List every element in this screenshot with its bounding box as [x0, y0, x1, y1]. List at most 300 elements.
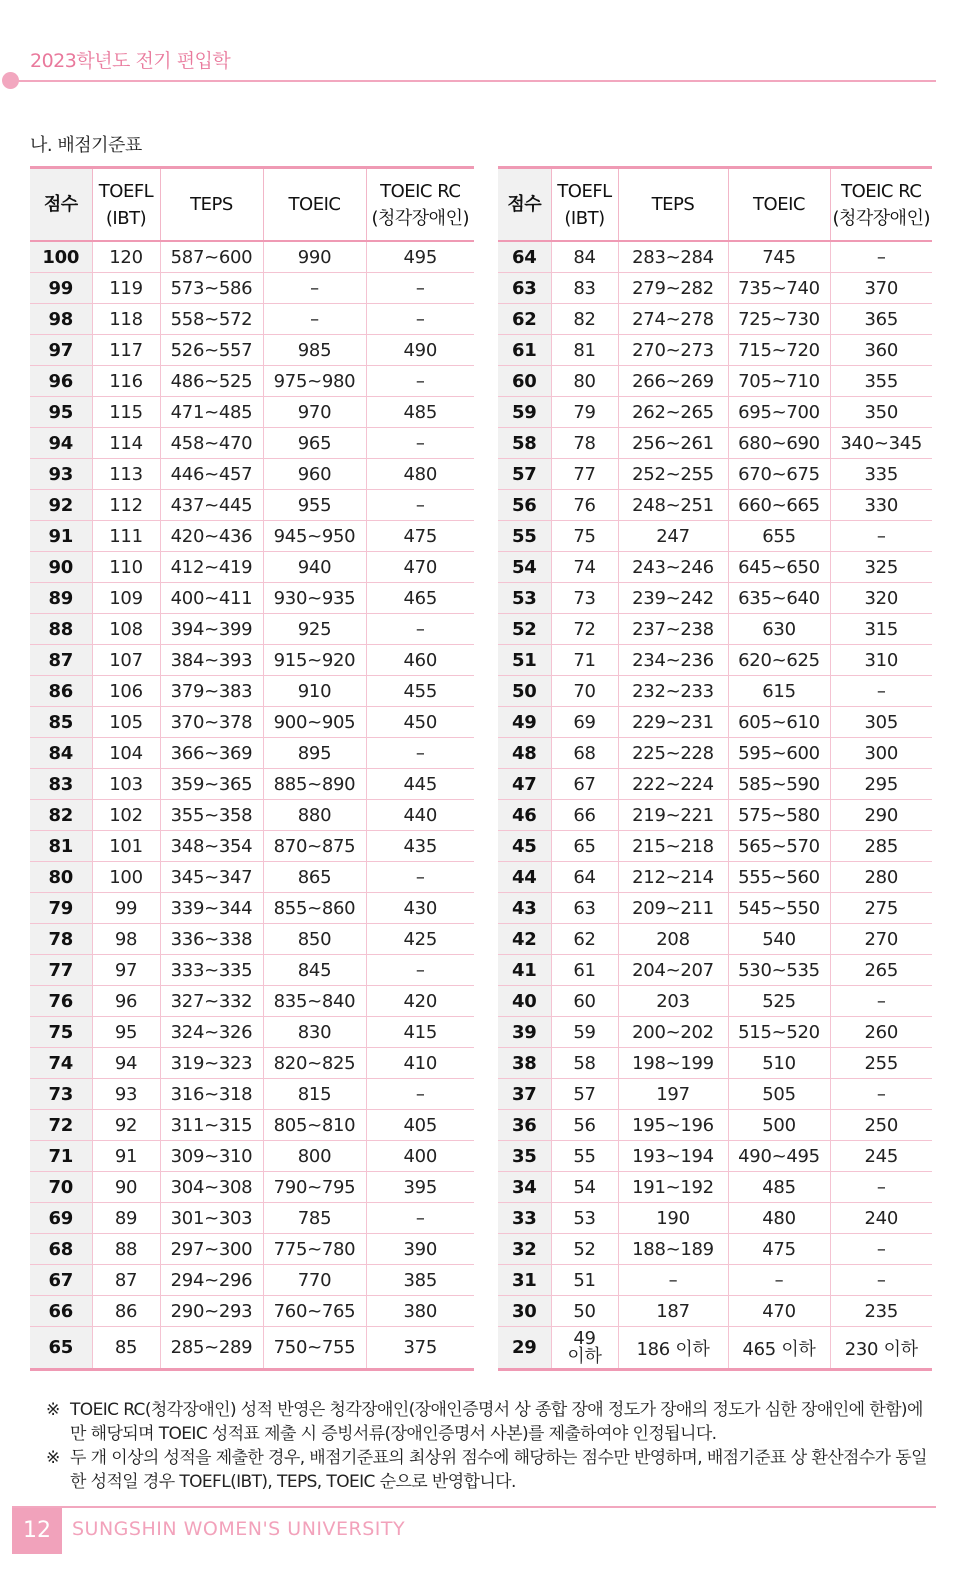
toeic-rc-cell: 495	[366, 241, 474, 273]
toeic-rc-cell: 460	[366, 645, 474, 676]
score-cell: 96	[30, 366, 92, 397]
table-row	[498, 1017, 932, 1048]
toeic-rc-cell: 245	[830, 1141, 932, 1172]
toeic-cell: 635~640	[728, 583, 830, 614]
note-multiple-scores	[46, 1446, 936, 1494]
table-row	[30, 397, 474, 428]
teps-cell: 208	[618, 924, 728, 955]
toeic-cell: 505	[728, 1079, 830, 1110]
toeic-rc-cell: 270	[830, 924, 932, 955]
toeic-rc-cell: –	[830, 986, 932, 1017]
toeic-rc-cell: 410	[366, 1048, 474, 1079]
table-row	[30, 676, 474, 707]
toeic-cell: 830	[263, 1017, 366, 1048]
teps-cell: 186 이하	[618, 1327, 728, 1370]
teps-cell: 243~246	[618, 552, 728, 583]
score-cell: 71	[30, 1141, 92, 1172]
teps-cell: 252~255	[618, 459, 728, 490]
score-cell: 70	[30, 1172, 92, 1203]
table-row	[498, 1172, 932, 1203]
toeic-cell: 510	[728, 1048, 830, 1079]
toeic-rc-cell: 275	[830, 893, 932, 924]
header-toeic-rc-line2: (청각장애인)	[832, 207, 930, 229]
toeic-cell: 655	[728, 521, 830, 552]
toeic-cell: 760~765	[263, 1296, 366, 1327]
toefl-cell: 67	[551, 769, 618, 800]
toefl-cell: 57	[551, 1079, 618, 1110]
toeic-rc-cell: –	[366, 428, 474, 459]
table-row	[30, 1327, 474, 1370]
score-cell: 48	[498, 738, 551, 769]
toeic-rc-cell: 380	[366, 1296, 474, 1327]
teps-cell: 197	[618, 1079, 728, 1110]
teps-cell: 324~326	[160, 1017, 263, 1048]
toeic-rc-cell: –	[366, 304, 474, 335]
toeic-cell: 545~550	[728, 893, 830, 924]
toeic-cell: 645~650	[728, 552, 830, 583]
teps-cell: 239~242	[618, 583, 728, 614]
toefl-cell: 78	[551, 428, 618, 459]
toeic-rc-cell: 320	[830, 583, 932, 614]
toefl-cell: 110	[92, 552, 160, 583]
toefl-cell: 108	[92, 614, 160, 645]
score-cell: 36	[498, 1110, 551, 1141]
table-row	[498, 335, 932, 366]
table-row	[498, 738, 932, 769]
table-row	[498, 1079, 932, 1110]
toeic-rc-cell: 450	[366, 707, 474, 738]
score-cell: 86	[30, 676, 92, 707]
toefl-cell: 51	[551, 1265, 618, 1296]
toefl-cell: 85	[92, 1327, 160, 1370]
toeic-cell: 735~740	[728, 273, 830, 304]
toeic-rc-cell: –	[366, 1079, 474, 1110]
teps-cell: 573~586	[160, 273, 263, 304]
header-toeic: TOEIC	[263, 168, 366, 242]
score-cell: 91	[30, 521, 92, 552]
toeic-rc-cell: –	[830, 241, 932, 273]
toeic-rc-cell: 325	[830, 552, 932, 583]
table-row	[30, 614, 474, 645]
toeic-rc-cell: 350	[830, 397, 932, 428]
score-cell: 64	[498, 241, 551, 273]
table-row	[30, 241, 474, 273]
toefl-cell: 107	[92, 645, 160, 676]
teps-cell: 526~557	[160, 335, 263, 366]
toeic-rc-cell: 390	[366, 1234, 474, 1265]
score-cell: 78	[30, 924, 92, 955]
toeic-rc-cell: 305	[830, 707, 932, 738]
note-text: TOEIC RC(청각장애인) 성적 반영은 청각장애인(장애인증명서 상 종합 장애 정도가 장애의 정도가 심한 장애인에 한함)에만 해당되며 TOEIC 성적표 제출 시 증빙서류(장애인증명서 사본)를 제출하여야 인정됩니다.	[70, 1400, 923, 1444]
toeic-cell: –	[263, 304, 366, 335]
score-cell: 35	[498, 1141, 551, 1172]
score-cell: 65	[30, 1327, 92, 1370]
toeic-cell: 705~710	[728, 366, 830, 397]
toefl-cell: 72	[551, 614, 618, 645]
toefl-cell: 103	[92, 769, 160, 800]
toeic-rc-cell: 265	[830, 955, 932, 986]
table-row	[30, 831, 474, 862]
table-row	[30, 924, 474, 955]
score-cell: 42	[498, 924, 551, 955]
toeic-rc-cell: 285	[830, 831, 932, 862]
toeic-cell: 475	[728, 1234, 830, 1265]
toeic-rc-cell: 430	[366, 893, 474, 924]
score-cell: 55	[498, 521, 551, 552]
toefl-cell: 59	[551, 1017, 618, 1048]
table-row	[30, 335, 474, 366]
toeic-cell: 620~625	[728, 645, 830, 676]
toeic-rc-cell: –	[366, 1203, 474, 1234]
toefl-cell: 65	[551, 831, 618, 862]
toeic-cell: 540	[728, 924, 830, 955]
table-row	[30, 1172, 474, 1203]
table-row	[498, 800, 932, 831]
teps-cell: 222~224	[618, 769, 728, 800]
toefl-cell: 75	[551, 521, 618, 552]
teps-cell: 219~221	[618, 800, 728, 831]
toefl-cell: 94	[92, 1048, 160, 1079]
score-cell: 54	[498, 552, 551, 583]
toeic-cell: 990	[263, 241, 366, 273]
toefl-cell: 98	[92, 924, 160, 955]
table-header-row	[30, 168, 474, 242]
toeic-rc-cell: 445	[366, 769, 474, 800]
toeic-cell: 775~780	[263, 1234, 366, 1265]
header-toefl-line1: TOEFL	[557, 180, 612, 202]
toefl-cell: 92	[92, 1110, 160, 1141]
table-row	[30, 521, 474, 552]
table-row	[498, 831, 932, 862]
toeic-cell: 975~980	[263, 366, 366, 397]
teps-cell: 486~525	[160, 366, 263, 397]
score-cell: 31	[498, 1265, 551, 1296]
teps-cell: 355~358	[160, 800, 263, 831]
teps-cell: 188~189	[618, 1234, 728, 1265]
table-row	[30, 769, 474, 800]
toeic-rc-cell: –	[830, 1234, 932, 1265]
teps-cell: 256~261	[618, 428, 728, 459]
toeic-cell: 615	[728, 676, 830, 707]
teps-cell: 471~485	[160, 397, 263, 428]
toeic-rc-cell: –	[366, 490, 474, 521]
toefl-cell: 95	[92, 1017, 160, 1048]
toeic-cell: 470	[728, 1296, 830, 1327]
table-row	[30, 552, 474, 583]
score-cell: 81	[30, 831, 92, 862]
teps-cell: 458~470	[160, 428, 263, 459]
teps-cell: –	[618, 1265, 728, 1296]
teps-cell: 279~282	[618, 273, 728, 304]
teps-cell: 333~335	[160, 955, 263, 986]
table-row	[498, 273, 932, 304]
toeic-rc-cell: 470	[366, 552, 474, 583]
teps-cell: 212~214	[618, 862, 728, 893]
header-teps: TEPS	[618, 168, 728, 242]
toeic-rc-cell: 280	[830, 862, 932, 893]
toeic-cell: 660~665	[728, 490, 830, 521]
score-cell: 69	[30, 1203, 92, 1234]
score-cell: 93	[30, 459, 92, 490]
toeic-rc-cell: 490	[366, 335, 474, 366]
header-toeic: TOEIC	[728, 168, 830, 242]
table-row	[30, 1203, 474, 1234]
toefl-cell: 93	[92, 1079, 160, 1110]
toeic-cell: 805~810	[263, 1110, 366, 1141]
toeic-cell: 555~560	[728, 862, 830, 893]
teps-cell: 190	[618, 1203, 728, 1234]
table-row	[30, 986, 474, 1017]
toeic-cell: 910	[263, 676, 366, 707]
teps-cell: 319~323	[160, 1048, 263, 1079]
score-cell: 95	[30, 397, 92, 428]
toeic-rc-cell: 335	[830, 459, 932, 490]
table-row	[30, 738, 474, 769]
score-cell: 98	[30, 304, 92, 335]
toeic-rc-cell: 250	[830, 1110, 932, 1141]
toeic-rc-cell: –	[830, 1265, 932, 1296]
toeic-cell: 515~520	[728, 1017, 830, 1048]
header-toeic-rc	[830, 168, 932, 242]
header-toefl-line1: TOEFL	[98, 180, 154, 202]
toefl-cell: 53	[551, 1203, 618, 1234]
table-row	[498, 924, 932, 955]
table-row	[30, 1296, 474, 1327]
score-cell: 94	[30, 428, 92, 459]
toeic-rc-cell: 355	[830, 366, 932, 397]
table-row	[498, 1203, 932, 1234]
teps-cell: 437~445	[160, 490, 263, 521]
teps-cell: 266~269	[618, 366, 728, 397]
teps-cell: 225~228	[618, 738, 728, 769]
score-cell: 85	[30, 707, 92, 738]
table-row	[498, 521, 932, 552]
toeic-cell: 835~840	[263, 986, 366, 1017]
toefl-cell: 63	[551, 893, 618, 924]
toeic-rc-cell: 290	[830, 800, 932, 831]
teps-cell: 285~289	[160, 1327, 263, 1370]
toeic-rc-cell: –	[366, 273, 474, 304]
toeic-cell: 575~580	[728, 800, 830, 831]
score-cell: 52	[498, 614, 551, 645]
score-cell: 44	[498, 862, 551, 893]
toeic-cell: 750~755	[263, 1327, 366, 1370]
toefl-cell: 117	[92, 335, 160, 366]
toeic-cell: 680~690	[728, 428, 830, 459]
teps-cell: 297~300	[160, 1234, 263, 1265]
score-cell: 60	[498, 366, 551, 397]
toeic-cell: 865	[263, 862, 366, 893]
teps-cell: 379~383	[160, 676, 263, 707]
score-cell: 41	[498, 955, 551, 986]
teps-cell: 336~338	[160, 924, 263, 955]
teps-cell: 339~344	[160, 893, 263, 924]
toefl-cell: 111	[92, 521, 160, 552]
teps-cell: 270~273	[618, 335, 728, 366]
score-cell: 61	[498, 335, 551, 366]
table-row	[30, 1265, 474, 1296]
score-table-right	[498, 166, 932, 1371]
table-row	[30, 1234, 474, 1265]
toeic-rc-cell: 485	[366, 397, 474, 428]
toefl-cell: 88	[92, 1234, 160, 1265]
score-cell: 58	[498, 428, 551, 459]
score-cell: 90	[30, 552, 92, 583]
teps-cell: 209~211	[618, 893, 728, 924]
score-cell: 49	[498, 707, 551, 738]
teps-cell: 301~303	[160, 1203, 263, 1234]
header-title: 2023학년도 전기 편입학	[30, 50, 231, 72]
toefl-cell: 73	[551, 583, 618, 614]
toefl-cell: 52	[551, 1234, 618, 1265]
teps-cell: 187	[618, 1296, 728, 1327]
toeic-rc-cell: –	[366, 862, 474, 893]
table-row	[30, 893, 474, 924]
teps-cell: 327~332	[160, 986, 263, 1017]
toeic-rc-cell: 255	[830, 1048, 932, 1079]
toeic-rc-cell: 465	[366, 583, 474, 614]
score-cell: 30	[498, 1296, 551, 1327]
toeic-cell: 695~700	[728, 397, 830, 428]
teps-cell: 204~207	[618, 955, 728, 986]
toefl-cell: 82	[551, 304, 618, 335]
teps-cell: 384~393	[160, 645, 263, 676]
teps-cell: 359~365	[160, 769, 263, 800]
teps-cell: 234~236	[618, 645, 728, 676]
toeic-cell: 940	[263, 552, 366, 583]
toefl-cell: 54	[551, 1172, 618, 1203]
teps-cell: 237~238	[618, 614, 728, 645]
table-row	[30, 1017, 474, 1048]
score-cell: 89	[30, 583, 92, 614]
toefl-cell: 76	[551, 490, 618, 521]
toefl-cell: 112	[92, 490, 160, 521]
teps-cell: 304~308	[160, 1172, 263, 1203]
toeic-cell: 790~795	[263, 1172, 366, 1203]
note-hearing-impaired	[46, 1398, 936, 1446]
table-row	[498, 862, 932, 893]
toefl-cell: 109	[92, 583, 160, 614]
table-row	[30, 428, 474, 459]
toefl-cell: 61	[551, 955, 618, 986]
toeic-rc-cell: 480	[366, 459, 474, 490]
toefl-cell: 105	[92, 707, 160, 738]
score-cell: 80	[30, 862, 92, 893]
toeic-rc-cell: 400	[366, 1141, 474, 1172]
toeic-cell: –	[263, 273, 366, 304]
toeic-rc-cell: 405	[366, 1110, 474, 1141]
table-row	[498, 583, 932, 614]
toefl-cell: 83	[551, 273, 618, 304]
score-cell: 84	[30, 738, 92, 769]
toeic-cell: 605~610	[728, 707, 830, 738]
toefl-cell: 104	[92, 738, 160, 769]
toefl-cell: 106	[92, 676, 160, 707]
footer-divider	[12, 1506, 936, 1508]
toeic-cell: 985	[263, 335, 366, 366]
toefl-cell: 90	[92, 1172, 160, 1203]
score-cell: 68	[30, 1234, 92, 1265]
score-cell: 88	[30, 614, 92, 645]
toeic-rc-cell: 360	[830, 335, 932, 366]
toeic-rc-cell: 340~345	[830, 428, 932, 459]
toeic-cell: 745	[728, 241, 830, 273]
teps-cell: 311~315	[160, 1110, 263, 1141]
note-text: 두 개 이상의 성적을 제출한 경우, 배점기준표의 최상위 점수에 해당하는 점수만 반영하며, 배점기준표 상 환산점수가 동일한 성적일 경우 TOEFL(IBT), TEPS, TOEIC 순으로 반영합니다.	[70, 1448, 927, 1492]
table-row	[498, 428, 932, 459]
toefl-cell: 74	[551, 552, 618, 583]
teps-cell: 558~572	[160, 304, 263, 335]
score-cell: 99	[30, 273, 92, 304]
teps-cell: 290~293	[160, 1296, 263, 1327]
score-cell: 39	[498, 1017, 551, 1048]
toefl-cell: 60	[551, 986, 618, 1017]
toefl-cell: 99	[92, 893, 160, 924]
toeic-cell: 715~720	[728, 335, 830, 366]
score-cell: 82	[30, 800, 92, 831]
score-cell: 38	[498, 1048, 551, 1079]
teps-cell: 294~296	[160, 1265, 263, 1296]
score-cell: 40	[498, 986, 551, 1017]
toefl-cell: 120	[92, 241, 160, 273]
toeic-rc-cell: 455	[366, 676, 474, 707]
table-row	[498, 1141, 932, 1172]
score-table-left	[30, 166, 474, 1371]
table-row	[498, 955, 932, 986]
score-cell: 56	[498, 490, 551, 521]
table-row	[498, 645, 932, 676]
teps-cell: 191~192	[618, 1172, 728, 1203]
score-cell: 37	[498, 1079, 551, 1110]
toeic-rc-cell: 425	[366, 924, 474, 955]
toeic-cell: 855~860	[263, 893, 366, 924]
table-row	[30, 273, 474, 304]
toeic-cell: 900~905	[263, 707, 366, 738]
toeic-rc-cell: 230 이하	[844, 1338, 918, 1360]
table-row	[30, 800, 474, 831]
toeic-cell: 770	[263, 1265, 366, 1296]
toeic-rc-cell: 420	[366, 986, 474, 1017]
toeic-rc-cell: 235	[830, 1296, 932, 1327]
toeic-cell: 850	[263, 924, 366, 955]
header-score: 점수	[30, 168, 92, 242]
header-score: 점수	[498, 168, 551, 242]
table-row	[498, 552, 932, 583]
toeic-cell: 970	[263, 397, 366, 428]
toeic-rc-cell: 385	[366, 1265, 474, 1296]
teps-cell: 394~399	[160, 614, 263, 645]
toeic-cell: 725~730	[728, 304, 830, 335]
toefl-cell: 77	[551, 459, 618, 490]
score-cell: 77	[30, 955, 92, 986]
toeic-rc-cell: –	[830, 521, 932, 552]
table-row	[30, 583, 474, 614]
toeic-rc-cell: –	[366, 614, 474, 645]
toefl-cell: 113	[92, 459, 160, 490]
teps-cell: 283~284	[618, 241, 728, 273]
score-cell: 46	[498, 800, 551, 831]
table-row	[498, 769, 932, 800]
table-row	[498, 986, 932, 1017]
toeic-rc-cell: 295	[830, 769, 932, 800]
header-toefl	[551, 168, 618, 242]
table-row	[498, 1234, 932, 1265]
toeic-rc-cell: 300	[830, 738, 932, 769]
toefl-cell: 71	[551, 645, 618, 676]
teps-cell: 274~278	[618, 304, 728, 335]
teps-cell: 366~369	[160, 738, 263, 769]
teps-cell: 400~411	[160, 583, 263, 614]
